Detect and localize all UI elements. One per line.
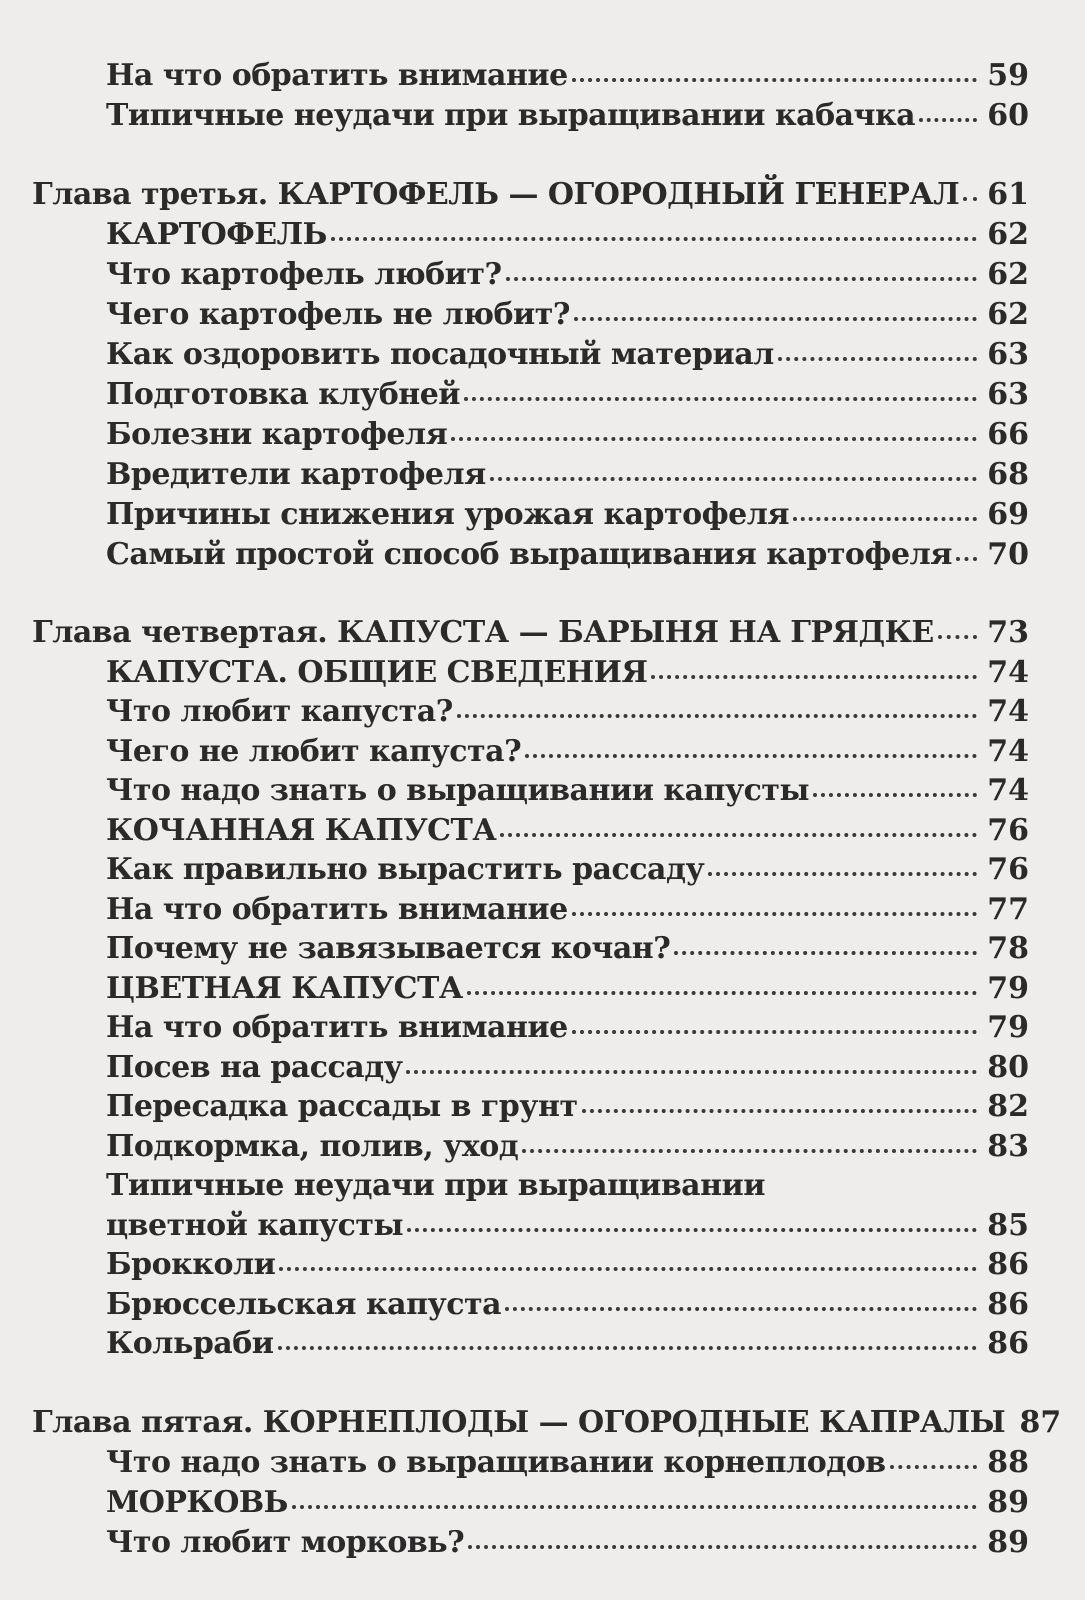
toc-entry xyxy=(0,495,1085,535)
toc-entry-page: 89 xyxy=(987,1485,1029,1520)
toc-entry xyxy=(0,771,1085,811)
dot-leader xyxy=(574,313,977,321)
toc-entry-title: Самый простой способ выращивания картофеля xyxy=(106,537,952,572)
dot-leader xyxy=(708,868,977,876)
toc-entry-title: Посев на рассаду xyxy=(106,1050,403,1085)
dot-leader xyxy=(919,114,977,122)
toc-entry xyxy=(0,215,1085,255)
toc-entry-title: Болезни картофеля xyxy=(106,417,448,452)
toc-entry-page: 59 xyxy=(987,58,1029,93)
toc-entry-title: КОЧАННАЯ КАПУСТА xyxy=(106,813,497,848)
toc-entry xyxy=(0,811,1085,851)
toc-entry-page: 60 xyxy=(987,98,1029,133)
toc-entry-page: 68 xyxy=(987,457,1029,492)
dot-leader xyxy=(406,1066,977,1074)
toc-entry xyxy=(0,1127,1085,1167)
toc-entry xyxy=(0,56,1085,96)
dot-leader xyxy=(572,1026,977,1034)
toc-entry xyxy=(0,692,1085,732)
dot-leader xyxy=(890,1461,977,1469)
toc-entry xyxy=(0,335,1085,375)
toc-entry-page: 70 xyxy=(987,537,1029,572)
toc-entry-title: МОРКОВЬ xyxy=(106,1485,288,1520)
toc-entry xyxy=(0,850,1085,890)
dot-leader xyxy=(279,1263,977,1271)
toc-entry-title: На что обратить внимание xyxy=(106,892,568,927)
toc-entry-page: 63 xyxy=(987,377,1029,412)
toc-entry-page: 74 xyxy=(987,655,1029,690)
toc-entry-title: цветной капусты xyxy=(106,1208,404,1243)
toc-entry-page: 83 xyxy=(987,1129,1029,1164)
toc-entry xyxy=(0,969,1085,1009)
toc-chapter xyxy=(0,175,1085,215)
toc-entry xyxy=(0,295,1085,335)
dot-leader xyxy=(651,671,977,679)
toc-entry xyxy=(0,1008,1085,1048)
toc-entry-title: Брюссельская капуста xyxy=(106,1287,502,1322)
toc-entry-title: Подготовка клубней xyxy=(106,377,461,412)
dot-leader xyxy=(457,710,977,718)
toc-entry-page: 76 xyxy=(987,852,1029,887)
toc-entry xyxy=(0,1166,1085,1206)
toc-entry-title: Как правильно вырастить рассаду xyxy=(106,852,705,887)
dot-leader xyxy=(813,789,977,797)
toc-entry xyxy=(0,653,1085,693)
toc-entry-title: Что надо знать о выращивании корнеплодов xyxy=(106,1445,886,1480)
toc-entry-page: 79 xyxy=(987,1010,1029,1045)
toc-entry-page: 86 xyxy=(987,1247,1029,1282)
dot-leader xyxy=(468,1541,977,1549)
toc-entry xyxy=(0,1324,1085,1364)
toc-entry xyxy=(0,1245,1085,1285)
toc-entry-title: Почему не завязывается кочан? xyxy=(106,931,671,966)
dot-leader xyxy=(938,631,977,639)
toc-entry-page: 74 xyxy=(987,734,1029,769)
toc-entry-title: Чего картофель не любит? xyxy=(106,297,570,332)
toc-entry-page: 78 xyxy=(987,931,1029,966)
toc-entry xyxy=(0,1483,1085,1523)
toc-entry-title: КАРТОФЕЛЬ xyxy=(106,217,327,252)
toc-entry-page: 88 xyxy=(987,1445,1029,1480)
dot-leader xyxy=(525,750,977,758)
dot-leader xyxy=(331,233,977,241)
toc-entry xyxy=(0,890,1085,930)
toc-entry-page: 86 xyxy=(987,1287,1029,1322)
toc-entry-title: Подкормка, полив, уход xyxy=(106,1129,519,1164)
dot-leader xyxy=(292,1501,977,1509)
toc-entry-page: 85 xyxy=(987,1208,1029,1243)
toc-entry-title: Кольраби xyxy=(106,1326,274,1361)
toc-entry-page: 80 xyxy=(987,1050,1029,1085)
toc-chapter xyxy=(0,1403,1085,1443)
toc-chapter-title: Глава четвертая. КАПУСТА — БАРЫНЯ НА ГРЯДКЕ xyxy=(32,615,934,650)
toc-entry xyxy=(0,96,1085,136)
dot-leader xyxy=(572,74,977,82)
dot-leader xyxy=(572,908,977,916)
toc-entry-page: 86 xyxy=(987,1326,1029,1361)
toc-entry xyxy=(0,1443,1085,1483)
toc-entry-page: 89 xyxy=(987,1525,1029,1560)
toc-entry-page: 69 xyxy=(987,497,1029,532)
toc-entry-title: КАПУСТА. ОБЩИЕ СВЕДЕНИЯ xyxy=(106,655,648,690)
toc-entry-page: 62 xyxy=(987,257,1029,292)
toc-chapter-title: Глава пятая. КОРНЕПЛОДЫ — ОГОРОДНЫЕ КАПРАЛЫ xyxy=(32,1405,1006,1440)
toc-entry xyxy=(0,415,1085,455)
dot-leader xyxy=(490,473,977,481)
toc-entry-page: 79 xyxy=(987,971,1029,1006)
dot-leader xyxy=(522,1145,977,1153)
toc-entry-title: ЦВЕТНАЯ КАПУСТА xyxy=(106,971,463,1006)
dot-leader xyxy=(793,513,977,521)
toc-entry-title: Что любит капуста? xyxy=(106,694,453,729)
toc-entry-page: 63 xyxy=(987,337,1029,372)
toc-entry-page: 62 xyxy=(987,297,1029,332)
toc-entry xyxy=(0,375,1085,415)
toc-entry-title: Типичные неудачи при выращивании xyxy=(106,1168,766,1203)
dot-leader xyxy=(956,553,977,561)
toc-entry-page: 76 xyxy=(987,813,1029,848)
toc-entry xyxy=(0,1048,1085,1088)
dot-leader xyxy=(464,393,977,401)
toc-entry xyxy=(0,732,1085,772)
toc-entry-title: Что любит морковь? xyxy=(106,1525,465,1560)
toc-entry xyxy=(0,1523,1085,1563)
toc-chapter-page: 61 xyxy=(987,177,1029,212)
toc-entry-page: 77 xyxy=(987,892,1029,927)
dot-leader xyxy=(778,353,977,361)
toc-entry-title: Пересадка рассады в грунт xyxy=(106,1089,578,1124)
toc-entry-page: 66 xyxy=(987,417,1029,452)
dot-leader xyxy=(278,1342,978,1350)
toc-chapter-title: Глава третья. КАРТОФЕЛЬ — ОГОРОДНЫЙ ГЕНЕРАЛ xyxy=(32,177,960,212)
toc-entry xyxy=(0,1087,1085,1127)
toc-entry-page: 74 xyxy=(987,694,1029,729)
toc-entry-title: Причины снижения урожая картофеля xyxy=(106,497,790,532)
toc-entry xyxy=(0,535,1085,575)
toc-entry-title: Брокколи xyxy=(106,1247,276,1282)
dot-leader xyxy=(963,193,977,201)
toc-entry xyxy=(0,929,1085,969)
toc-chapter-page: 87 xyxy=(1019,1405,1062,1440)
toc-chapter xyxy=(0,613,1085,653)
toc-entry-page: 74 xyxy=(987,773,1029,808)
toc-entry xyxy=(0,1285,1085,1325)
dot-leader xyxy=(451,433,977,441)
toc-entry-title: Вредители картофеля xyxy=(106,457,486,492)
toc-entry xyxy=(0,1206,1085,1246)
dot-leader xyxy=(582,1105,977,1113)
toc-entry-page: 82 xyxy=(987,1089,1029,1124)
toc-entry-title: На что обратить внимание xyxy=(106,1010,568,1045)
toc-entry-title: Что картофель любит? xyxy=(106,257,502,292)
toc-entry-title: Типичные неудачи при выращивании кабачка xyxy=(106,98,916,133)
dot-leader xyxy=(467,987,977,995)
toc-entry-title: Как оздоровить посадочный материал xyxy=(106,337,774,372)
toc-entry xyxy=(0,255,1085,295)
toc-entry-title: Что надо знать о выращивании капусты xyxy=(106,773,810,808)
dot-leader xyxy=(506,273,977,281)
toc-entry-title: Чего не любит капуста? xyxy=(106,734,522,769)
dot-leader xyxy=(505,1303,977,1311)
dot-leader xyxy=(674,947,977,955)
toc-entry-title: На что обратить внимание xyxy=(106,58,568,93)
toc-entry-page: 62 xyxy=(987,217,1029,252)
toc-entry xyxy=(0,455,1085,495)
dot-leader xyxy=(500,829,977,837)
dot-leader xyxy=(407,1224,977,1232)
toc-chapter-page: 73 xyxy=(987,615,1029,650)
